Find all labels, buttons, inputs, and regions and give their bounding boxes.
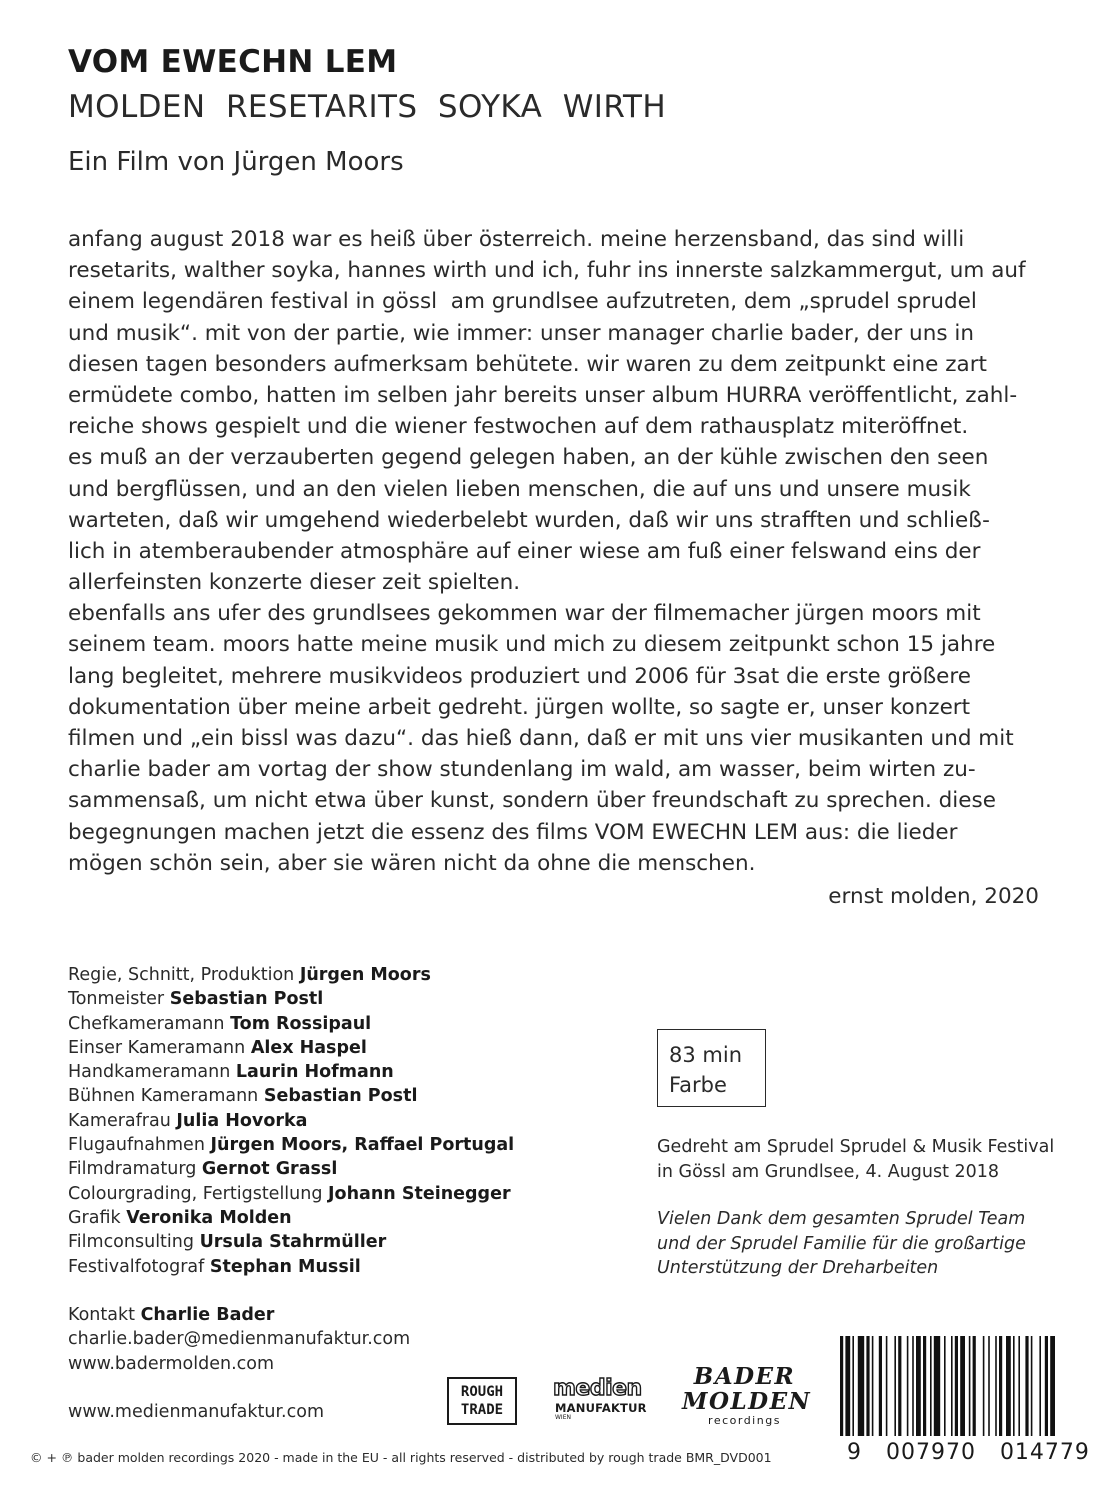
thanks-note-line: und der Sprudel Familie für die großartige (657, 1233, 1026, 1254)
essay-line: lich in atemberaubender atmosphäre auf einer wiese am fuß einer felswand eins der (68, 538, 981, 564)
essay-text (68, 224, 1068, 879)
barcode-bar (898, 1336, 901, 1436)
credit-name: Gernot Grassl (201, 1159, 338, 1180)
essay-signature: ernst molden, 2020 (828, 884, 1039, 909)
essay-line: einem legendären festival in gössl am grundlsee aufzutreten, dem „sprudel sprudel (68, 289, 977, 315)
barcode-bar (1013, 1336, 1015, 1436)
essay-line: diesen tagen besonders aufmerksam behütete. wir waren zu dem zeitpunkt eine zart (68, 351, 987, 377)
essay-line: warteten, daß wir umgehend wiederbelebt wurden, daß wir uns strafften und schließ- (68, 507, 990, 533)
barcode-bar (1018, 1336, 1020, 1436)
performers-line: MOLDEN RESETARITS SOYKA WIRTH (68, 89, 667, 125)
bader-molden-logo (682, 1363, 812, 1430)
credit-role: Einser Kameramann (68, 1037, 246, 1058)
credit-name: Alex Haspel (250, 1037, 367, 1058)
barcode-bar (840, 1336, 843, 1436)
essay-line: lang begleitet, mehrere musikvideos produziert und 2006 für 3sat die erste größere (68, 663, 971, 689)
credit-name: Sebastian Postl (263, 1086, 418, 1107)
credit-name: Sebastian Postl (169, 989, 324, 1010)
barcode-digits: 9 007970 014779 (847, 1440, 1090, 1465)
filming-note (657, 1135, 1054, 1184)
credit-line (68, 963, 514, 987)
barcode-bar (886, 1336, 888, 1436)
barcode-bar (1006, 1336, 1011, 1436)
barcode-bar (907, 1336, 909, 1436)
credit-line (68, 987, 514, 1011)
barcode-bar (894, 1336, 896, 1436)
essay-line: reiche shows gespielt und die wiener festwochen auf dem rathausplatz miteröffnet. (68, 414, 969, 440)
barcode-bars (838, 1336, 1088, 1436)
essay-line: begegnungen machen jetzt die essenz des films VOM EWECHN LEM aus: die lieder (68, 819, 958, 845)
essay-line: ebenfalls ans ufer des grundlsees gekommen war der filmemacher jürgen moors mit (68, 601, 981, 627)
contact-person (68, 1303, 410, 1327)
credit-name: Julia Hovorka (176, 1110, 308, 1131)
credit-line (68, 1182, 514, 1206)
essay-line: resetarits, walther soyka, hannes wirth und ich, fuhr ins innerste salzkammergut, um auf (68, 258, 1026, 284)
medienmanufaktur-website[interactable]: www.medienmanufaktur.com (68, 1402, 324, 1422)
essay-line: und musik“. mit von der partie, wie immer: unser manager charlie bader, der uns in (68, 320, 974, 346)
barcode-bar (983, 1336, 985, 1436)
credit-role: Filmdramaturg (68, 1159, 197, 1180)
barcode-bar (912, 1336, 914, 1436)
contact-label: Kontakt (68, 1305, 135, 1325)
barcode-bar (930, 1336, 932, 1436)
credit-name: Jürgen Moors, Raffael Portugal (210, 1135, 515, 1156)
contact-block (68, 1303, 410, 1376)
barcode-bar (944, 1336, 946, 1436)
runtime-box (657, 1029, 766, 1107)
barcode-bar (999, 1336, 1002, 1436)
credit-role: Tonmeister (68, 989, 165, 1010)
contact-email[interactable]: charlie.bader@medienmanufaktur.com (68, 1329, 411, 1350)
barcode-bar (879, 1336, 882, 1436)
rough-trade-logo (447, 1377, 517, 1425)
barcode-bar (1045, 1336, 1048, 1436)
essay-line: anfang august 2018 war es heiß über österreich. meine herzensband, das sind willi (68, 227, 965, 252)
credit-line (68, 1036, 514, 1060)
credit-line (68, 1012, 514, 1036)
barcode-bar (973, 1336, 976, 1436)
director-byline: Ein Film von Jürgen Moors (68, 147, 404, 177)
barcode-bar (951, 1336, 953, 1436)
credit-name: Ursula Stahrmüller (199, 1232, 387, 1253)
barcode-bar (988, 1336, 990, 1436)
contact-website[interactable]: www.badermolden.com (68, 1353, 275, 1374)
contact-name: Charlie Bader (140, 1305, 275, 1325)
barcode-bar (1031, 1336, 1033, 1436)
credit-name: Veronika Molden (126, 1207, 292, 1228)
barcode-bar (916, 1336, 921, 1436)
credit-role: Grafik (68, 1207, 121, 1228)
barcode-bar (852, 1336, 854, 1436)
essay-line: es muß an der verzauberten gegend gelegen haben, an der kühle zwischen den seen (68, 445, 989, 471)
barcode-bar (995, 1336, 997, 1436)
filming-note-line: in Gössl am Grundlsee, 4. August 2018 (657, 1161, 1000, 1182)
runtime-duration: 83 min (669, 1043, 742, 1067)
credit-line (68, 1060, 514, 1084)
credit-line (68, 1157, 514, 1181)
essay-line: charlie bader am vortag der show stundenlang im wald, am wasser, beim wirten zu- (68, 757, 976, 783)
credit-name: Johann Steinegger (328, 1183, 511, 1204)
barcode-bar (923, 1336, 926, 1436)
barcode-bar (960, 1336, 965, 1436)
thanks-note (657, 1207, 1026, 1281)
bader-logo-line: MOLDEN (682, 1388, 812, 1415)
essay-line: sammensaß, um nicht etwa über kunst, sondern über freundschaft zu sprechen. diese (68, 788, 996, 814)
credit-name: Laurin Hofmann (235, 1062, 394, 1083)
filming-note-line: Gedreht am Sprudel Sprudel & Musik Festival (657, 1137, 1055, 1157)
credit-name: Stephan Mussil (209, 1256, 361, 1277)
medien-logo-subword: MANUFAKTUR (555, 1401, 647, 1415)
barcode-bar (934, 1336, 940, 1436)
barcode-bar (872, 1336, 874, 1436)
essay-line: filmen und „ein bissl was dazu“. das hieß dann, daß er mit uns vier musikanten und mit (68, 726, 1014, 751)
credit-role: Chefkameramann (68, 1013, 225, 1034)
credit-name: Jürgen Moors (299, 965, 431, 985)
thanks-note-line: Unterstützung der Dreharbeiten (657, 1258, 939, 1278)
bader-logo-line: BADER (693, 1363, 796, 1390)
essay-line: ermüdete combo, hatten im selben jahr bereits unser album HURRA veröffentlicht, zahl- (68, 382, 1018, 408)
essay-line: und bergflüssen, und an den vielen lieben menschen, die auf uns und unsere musik (68, 476, 971, 502)
credit-line (68, 1230, 514, 1254)
credit-line (68, 1206, 514, 1230)
barcode-bar (866, 1336, 869, 1436)
credit-role: Colourgrading, Fertigstellung (68, 1183, 323, 1204)
runtime-color: Farbe (669, 1073, 727, 1097)
credit-line (68, 1109, 514, 1133)
essay-line: mögen schön sein, aber sie wären nicht da ohne die menschen. (68, 850, 756, 876)
barcode-bar (845, 1336, 850, 1436)
barcode-bar (1025, 1336, 1028, 1436)
essay-line: allerfeinsten konzerte dieser zeit spielten. (68, 570, 521, 596)
essay-line: dokumentation über meine arbeit gedreht. jürgen wollte, so sagte er, unser konzert (68, 694, 971, 720)
copyright-footer: © + ℗ bader molden recordings 2020 - made in the EU - all rights reserved - distributed by rough trade BMR_DVD001 (30, 1450, 772, 1465)
rough-trade-logo-line: TRADE (460, 1402, 504, 1418)
rough-trade-logo-line: ROUGH (460, 1384, 504, 1400)
credit-role: Handkameramann (68, 1062, 231, 1083)
barcode-bar (858, 1336, 864, 1436)
medien-logo-city: WIEN (555, 1414, 571, 1421)
credit-role: Filmconsulting (68, 1232, 194, 1253)
credit-name: Tom Rossipaul (230, 1013, 372, 1034)
credit-role: Flugaufnahmen (68, 1135, 205, 1156)
credit-line (68, 1084, 514, 1108)
film-title: VOM EWECHN LEM (68, 44, 398, 80)
credit-role: Regie, Schnitt, Produktion (68, 965, 295, 985)
credit-role: Festivalfotograf (68, 1256, 205, 1277)
essay-line: seinem team. moors hatte meine musik und mich zu diesem zeitpunkt schon 15 jahre (68, 632, 996, 658)
barcode-bar (1039, 1336, 1041, 1436)
bader-logo-line: recordings (708, 1414, 781, 1427)
credit-line (68, 1133, 514, 1157)
barcode-bar (955, 1336, 958, 1436)
barcode-bar (969, 1336, 971, 1436)
medien-logo-word: medien (553, 1376, 642, 1401)
credit-role: Bühnen Kameramann (68, 1086, 259, 1107)
credits-list (68, 963, 514, 1279)
barcode-bar (1050, 1336, 1055, 1436)
credit-line (68, 1255, 514, 1279)
barcode (838, 1336, 1088, 1436)
credit-role: Kamerafrau (68, 1110, 171, 1131)
thanks-note-line: Vielen Dank dem gesamten Sprudel Team (657, 1209, 1026, 1229)
medien-manufaktur-logo (553, 1377, 661, 1421)
